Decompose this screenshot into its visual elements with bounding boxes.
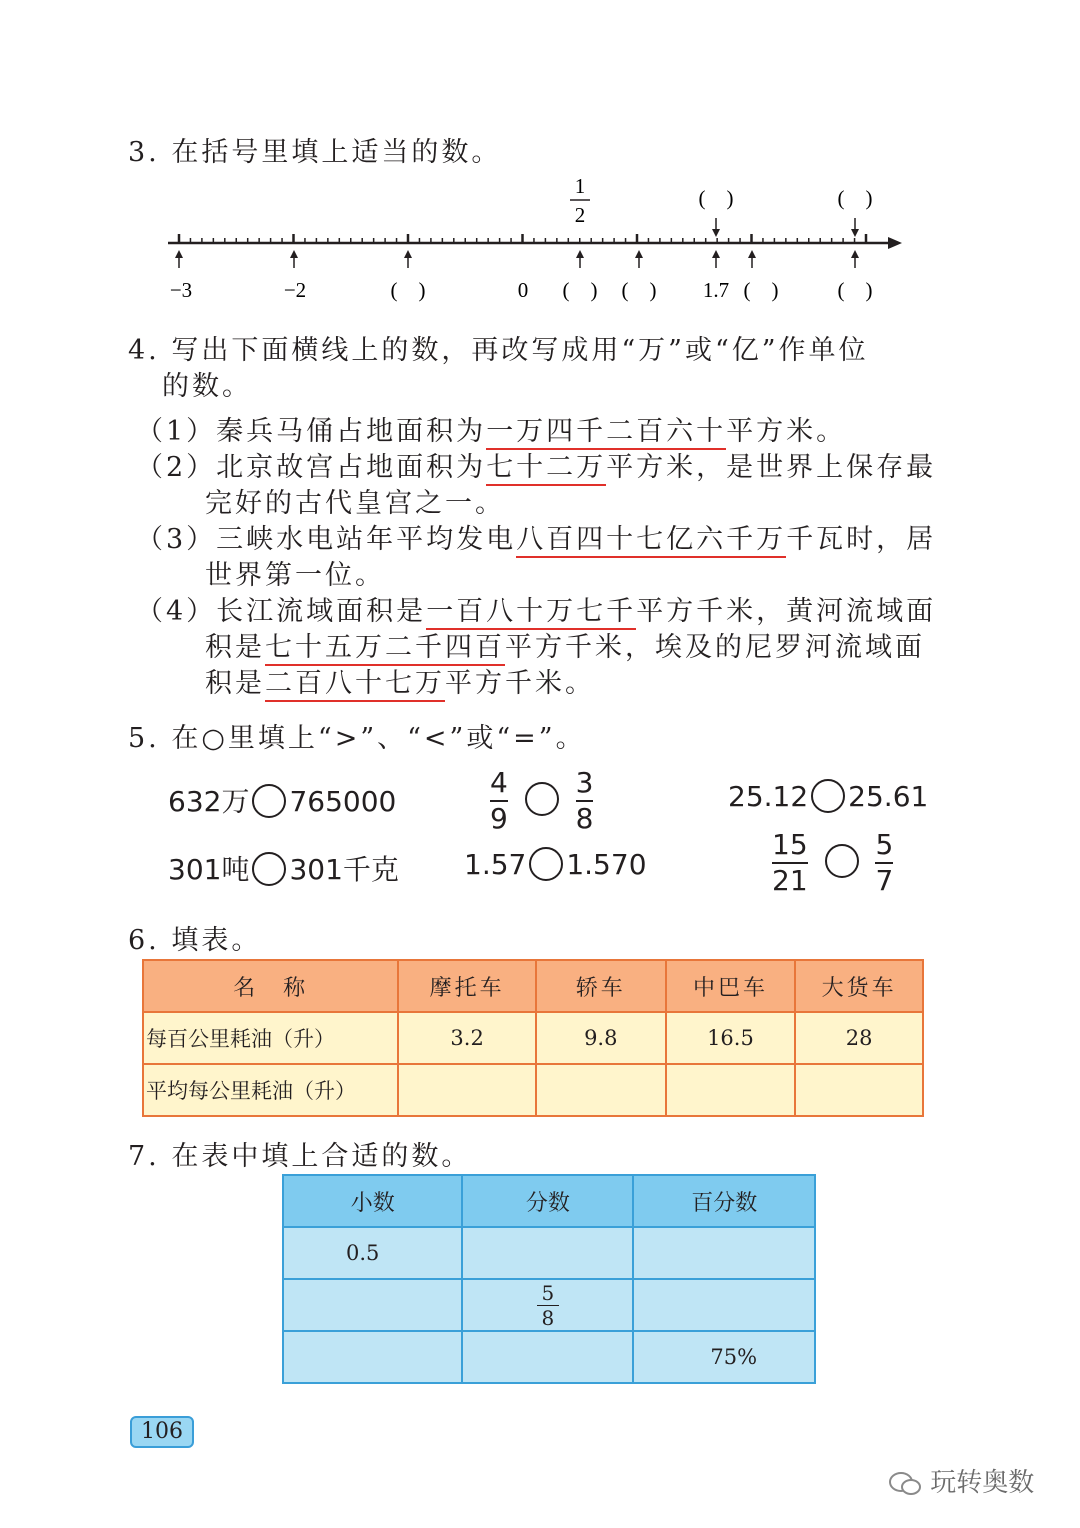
underlined-number: 八百四十七亿六千万 [516, 524, 786, 558]
header-cell: 摩托车 [398, 960, 536, 1012]
table-row [283, 1331, 815, 1383]
q4-item-3: （3）三峡水电站年平均发电八百四十七亿六千万千瓦时，居 [136, 522, 936, 557]
q4-title-line1: 4. 写出下面横线上的数，再改写成用“万”或“亿”作单位 [128, 335, 869, 366]
paren-b2: ( ) [562, 278, 598, 302]
answer-cell[interactable] [462, 1227, 633, 1279]
number-line-ticks [179, 234, 866, 243]
label-neg2: −2 [283, 278, 307, 302]
up-arrow [576, 250, 584, 268]
label-1-7: 1.7 [702, 278, 730, 302]
table-header-row [283, 1175, 815, 1227]
watermark: 玩转奥数 [888, 1462, 1034, 1499]
answer-cell[interactable] [283, 1331, 462, 1383]
half-fraction [570, 174, 590, 227]
paren-b5: ( ) [837, 278, 873, 302]
down-arrow [851, 218, 859, 237]
compare-b: $\frac{4}{9}$ $\frac{3}{8}$ [490, 766, 594, 835]
compare-circle[interactable] [529, 847, 563, 881]
up-arrow [712, 250, 720, 268]
table-header-row [143, 960, 923, 1012]
q4-item-2: （2）北京故宫占地面积为七十二万平方米，是世界上保存最 [136, 450, 936, 485]
up-arrow [175, 250, 183, 268]
answer-cell[interactable] [398, 1064, 536, 1116]
up-arrow [851, 250, 859, 268]
page-number: 106 [130, 1416, 194, 1448]
q4-item-4: （4）长江流域面积是一百八十万七千平方千米，黄河流域面 [136, 594, 936, 629]
header-cell: 分数 [462, 1175, 633, 1227]
header-cell: 名 称 [143, 960, 398, 1012]
q4-item-4-line2: 积是七十五万二千四百平方千米，埃及的尼罗河流域面 [205, 630, 925, 665]
label-zero: 0 [517, 278, 529, 302]
compare-circle[interactable] [825, 844, 859, 878]
underlined-number: 一百八十万七千 [426, 596, 636, 630]
number-line [0, 170, 1080, 310]
q4-item-1: （1）秦兵马俑占地面积为一万四千二百六十平方米。 [136, 414, 846, 449]
table-cell: 9.8 [536, 1012, 666, 1064]
compare-circle[interactable] [525, 782, 559, 816]
compare-circle[interactable] [811, 779, 845, 813]
paren-top-2: ( ) [837, 186, 873, 210]
answer-cell[interactable] [633, 1279, 815, 1331]
paren-b4: ( ) [743, 278, 779, 302]
wechat-icon [888, 1470, 922, 1498]
header-cell: 中巴车 [666, 960, 796, 1012]
fraction-cell: $\frac{5}{8}$ [462, 1279, 633, 1331]
frac-num: 1 [574, 174, 586, 198]
number-forms-table [282, 1174, 816, 1384]
answer-cell[interactable] [462, 1331, 633, 1383]
underlined-number: 七十五万二千四百 [265, 632, 505, 666]
up-arrow [404, 250, 412, 268]
underlined-number: 七十二万 [486, 452, 606, 486]
compare-f: $\frac{15}{21}$ $\frac{5}{7}$ [772, 828, 894, 897]
compare-circle[interactable] [252, 784, 286, 818]
row-label: 平均每公里耗油（升） [143, 1064, 398, 1116]
q6-title: 6. 填表。 [128, 925, 262, 956]
up-arrow [635, 250, 643, 268]
table-cell: 28 [795, 1012, 923, 1064]
table-cell: 0.5 [283, 1227, 462, 1279]
frac-den: 2 [574, 203, 586, 227]
answer-cell[interactable] [283, 1279, 462, 1331]
q4-item-4-line3: 积是二百八十七万平方千米。 [205, 666, 595, 701]
q4-title-line2: 的数。 [162, 371, 252, 402]
answer-cell[interactable] [795, 1064, 923, 1116]
compare-e: 1.57 1.570 [464, 848, 647, 881]
paren-b1: ( ) [390, 278, 426, 302]
up-arrow [748, 250, 756, 268]
answer-cell[interactable] [666, 1064, 796, 1116]
table-row [143, 1064, 923, 1116]
paren-b3: ( ) [621, 278, 657, 302]
down-arrow [712, 218, 720, 237]
q4-item-2-line2: 完好的古代皇宫之一。 [205, 488, 505, 519]
fuel-table [142, 959, 924, 1117]
table-cell: 3.2 [398, 1012, 536, 1064]
compare-circle[interactable] [252, 852, 286, 886]
answer-cell[interactable] [633, 1227, 815, 1279]
axis-arrowhead [888, 237, 902, 249]
table-cell: 16.5 [666, 1012, 796, 1064]
table-row [283, 1227, 815, 1279]
compare-d: 301吨 301千克 [168, 853, 399, 886]
q4-item-3-line2: 世界第一位。 [205, 560, 385, 591]
up-arrow [290, 250, 298, 268]
row-label: 每百公里耗油（升） [143, 1012, 398, 1064]
q5-title: 5. 在○里填上“>”、“<”或“=”。 [128, 723, 586, 754]
compare-c: 25.12 25.61 [728, 780, 929, 813]
header-cell: 小数 [283, 1175, 462, 1227]
q7-title: 7. 在表中填上合适的数。 [128, 1141, 472, 1172]
table-cell: 75% [633, 1331, 815, 1383]
table-row [283, 1279, 815, 1331]
underlined-number: 一万四千二百六十 [486, 416, 726, 450]
underlined-number: 二百八十七万 [265, 668, 445, 702]
compare-a: 632万 765000 [168, 785, 397, 818]
answer-cell[interactable] [536, 1064, 666, 1116]
header-cell: 轿车 [536, 960, 666, 1012]
header-cell: 百分数 [633, 1175, 815, 1227]
q3-title: 3. 在括号里填上适当的数。 [128, 137, 502, 168]
label-neg3: −3 [169, 278, 193, 302]
paren-top-1: ( ) [698, 186, 734, 210]
table-row [143, 1012, 923, 1064]
header-cell: 大货车 [795, 960, 923, 1012]
